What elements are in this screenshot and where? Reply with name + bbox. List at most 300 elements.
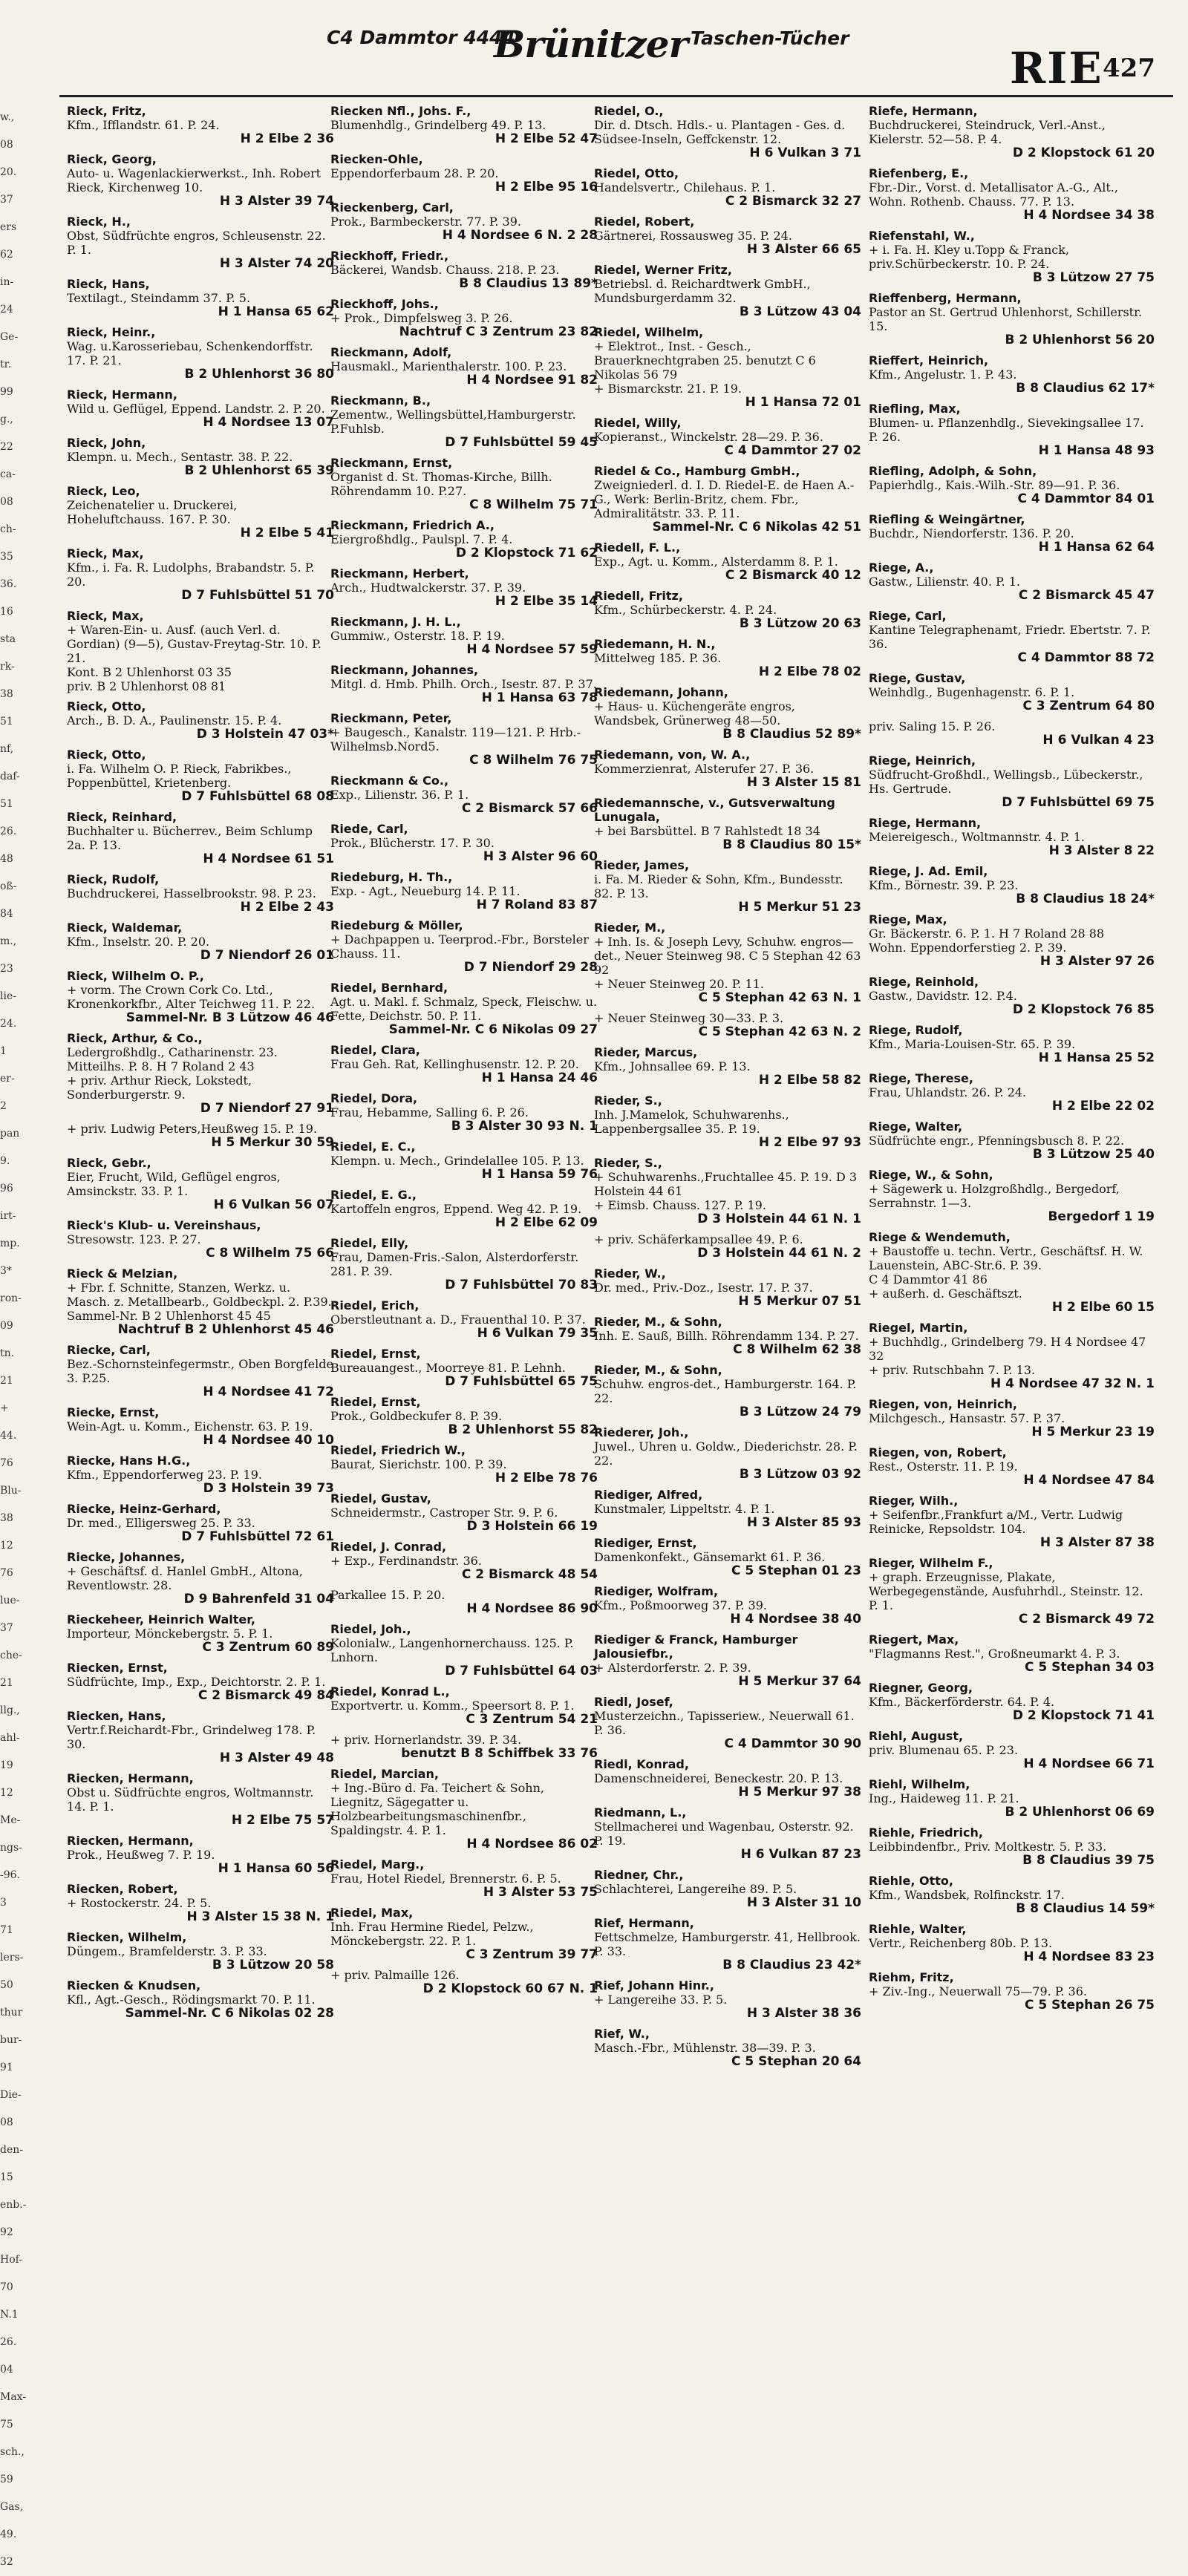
entry-details: [594, 935, 861, 991]
entry-name: Riehle, Walter,: [869, 1922, 967, 1936]
entry-details: [330, 1105, 598, 1119]
entry-name: Riege, Walter,: [869, 1119, 963, 1134]
entry-phone: H 2 Elbe 95 16: [495, 180, 598, 194]
gutter-fragment: 19: [0, 1759, 13, 1771]
gutter-fragment: 44.: [0, 1430, 17, 1442]
entry-details: [330, 1057, 598, 1071]
page-number: 427: [1103, 53, 1155, 83]
directory-entry: [594, 215, 861, 257]
entry-name: Rieck, Fritz,: [67, 104, 146, 118]
entry-phone: H 2 Elbe 62 09: [495, 1215, 598, 1230]
entry-detail-line: Papierhdlg., Kais.-Wilh.-Str. 89—91. P. 36.: [869, 478, 1120, 492]
entry-name: Riehm, Fritz,: [869, 1970, 954, 1984]
entry-phone: D 3 Holstein 44 61 N. 1: [697, 1212, 861, 1226]
entry-name: Riedel, Joh.,: [330, 1622, 411, 1636]
directory-entry: [67, 1031, 334, 1116]
directory-entry: [67, 1156, 334, 1212]
entry-phone: H 1 Hansa 48 93: [1038, 443, 1155, 458]
entry-phone: D 2 Klopstock 60 67 N. 1: [422, 1981, 598, 1996]
entry-name: Rieck, Hans,: [67, 277, 150, 291]
entry-name: Riehle, Otto,: [869, 1874, 953, 1888]
entry-name: Rieder, M., & Sohn,: [594, 1315, 722, 1329]
entry-name: Riediger & Franck, Hamburger Jalousiefbr.,: [594, 1632, 798, 1661]
entry-name: Riege, Hermann,: [869, 816, 982, 830]
entry-phone: C 4 Dammtor 84 01: [1017, 491, 1155, 506]
directory-entry: [869, 560, 1155, 603]
entry-name: Rieckmann, Peter,: [330, 711, 452, 725]
entry-phone: Nachtruf C 3 Zentrum 23 82: [399, 324, 598, 339]
directory-entry: [594, 921, 861, 1005]
entry-detail-line: + Neuer Steinweg 20. P. 11.: [594, 977, 764, 991]
entry-phone: H 4 Nordsee 57 59: [466, 642, 598, 657]
directory-entry: [594, 1045, 861, 1088]
directory-entry: [330, 566, 598, 609]
entry-phone: H 3 Alster 96 60: [483, 849, 598, 864]
entry-detail-line: Prok., Heußweg 7. P. 19.: [67, 1848, 215, 1862]
entry-detail-line: Zweigniederl. d. I. D. Riedel-E. de Haen A.-G., Werk: Berlin-Britz, chem. Fbr., Admiralitätstr. 33. P. 11.: [594, 478, 855, 520]
entry-detail-line: Südfrucht-Großhdl., Wellingsb., Lübeckerstr., Hs. Gertrude.: [869, 768, 1143, 796]
entry-phone: C 4 Dammtor 27 02: [724, 443, 861, 458]
entry-detail-line: Zeichenatelier u. Druckerei, Hoheluftchauss. 167. P. 30.: [67, 498, 238, 526]
directory-entry: [330, 1347, 598, 1389]
entry-name: Riedell, Fritz,: [594, 589, 683, 603]
advertisement-phone: C4 Dammtor 4444: [327, 27, 515, 48]
entry-phone: H 1 Hansa 60 56: [218, 1861, 334, 1876]
entry-details: [67, 498, 334, 526]
entry-detail-line: Weinhdlg., Bugenhagenstr. 6. P. 1.: [869, 685, 1075, 699]
entry-details: [330, 1871, 598, 1886]
entry-name: Riedel, Robert,: [594, 215, 695, 229]
entry-details: [594, 339, 861, 396]
entry-phone: H 4 Nordsee 47 84: [1023, 1473, 1155, 1488]
entry-detail-line: + Sägewerk u. Holzgroßhdlg., Bergedorf, Serrahnstr. 1—3.: [869, 1182, 1120, 1210]
entry-details: [330, 470, 598, 498]
directory-entry: [67, 1661, 334, 1703]
entry-detail-line: priv. B 2 Uhlenhorst 08 81: [67, 679, 226, 693]
entry-name: Riedel, Ernst,: [330, 1347, 421, 1361]
entry-phone: H 3 Alster 85 93: [746, 1515, 861, 1530]
gutter-fragment: ers: [0, 221, 17, 233]
entry-detail-line: Kolonialw., Langenhornerchauss. 125. P. Lnhorn.: [330, 1636, 574, 1664]
gutter-fragment: lers-: [0, 1952, 24, 1964]
directory-entry: [330, 663, 598, 705]
entry-details: [67, 1723, 334, 1751]
entry-phone: H 3 Alster 38 36: [746, 2006, 861, 2021]
entry-detail-line: Schlachterei, Langereihe 89. P. 5.: [594, 1882, 797, 1896]
directory-entry: [869, 1729, 1155, 1771]
entry-phone: H 4 Nordsee 13 07: [203, 415, 334, 430]
entry-details: [594, 1108, 861, 1136]
entry-details: [330, 1554, 598, 1568]
entry-detail-line: Dr. med., Priv.-Doz., Isestr. 17. P. 37.: [594, 1281, 813, 1295]
directory-entry: [330, 822, 598, 864]
entry-detail-line: Fettschmelze, Hamburgerstr. 41, Hellbrook. P. 33.: [594, 1930, 861, 1958]
gutter-fragment: ahl-: [0, 1732, 20, 1744]
advertisement-brand: Brünitzer: [494, 22, 688, 66]
entry-details: [869, 1695, 1155, 1709]
entry-phone: C 5 Stephan 42 63 N. 2: [698, 1024, 861, 1039]
entry-detail-line: Exp. - Agt., Neueburg 14. P. 11.: [330, 884, 520, 898]
gutter-fragment: 32: [0, 2556, 13, 2568]
entry-phone: D 3 Holstein 47 03*: [196, 727, 334, 742]
entry-name: Rieffert, Heinrich,: [869, 353, 989, 367]
entry-detail-line: + Alsterdorferstr. 2. P. 39.: [594, 1661, 751, 1675]
entry-name: Rieckmann & Co.,: [330, 774, 449, 788]
directory-entry: [67, 1771, 334, 1828]
entry-phone: C 2 Bismarck 49 72: [1018, 1612, 1155, 1627]
directory-entry: [67, 1930, 334, 1972]
entry-details: [67, 118, 334, 132]
entry-name: Rieder, S.,: [594, 1094, 662, 1108]
gutter-fragment: m.,: [0, 935, 17, 947]
directory-entry: [67, 484, 334, 540]
entry-details: [330, 1968, 598, 1982]
entry-detail-line: Masch.-Fbr., Mühlenstr. 38—39. P. 3.: [594, 2041, 816, 2055]
gutter-fragment: 71: [0, 1924, 13, 1936]
entry-name: Rieck, Hermann,: [67, 388, 177, 402]
entry-details: [67, 886, 334, 900]
gutter-fragment: mp.: [0, 1238, 20, 1249]
entry-phone: D 7 Niendorf 26 01: [200, 948, 334, 963]
entry-detail-line: priv. Saling 15. P. 26.: [869, 719, 996, 733]
entry-name: Rief, W.,: [594, 2027, 650, 2041]
entry-phone: D 7 Fuhlsbüttel 51 70: [181, 588, 334, 603]
gutter-fragment: 1: [0, 1045, 7, 1057]
entry-phone: H 6 Vulkan 79 35: [477, 1326, 598, 1341]
directory-entry: [869, 753, 1155, 810]
entry-details: [330, 1154, 598, 1168]
directory-entry: [330, 518, 598, 560]
entry-phone: B 2 Uhlenhorst 56 20: [1005, 333, 1155, 347]
directory-entry: [594, 748, 861, 790]
entry-details: [67, 1848, 334, 1862]
entry-detail-line: Obst, Südfrüchte engros, Schleusenstr. 22. P. 1.: [67, 229, 326, 257]
gutter-fragment: 24: [0, 304, 13, 316]
directory-entry: [869, 1556, 1155, 1627]
entry-detail-line: Damenschneiderei, Beneckestr. 20. P. 13.: [594, 1771, 843, 1785]
entry-detail-line: + Prok., Dimpfelsweg 3. P. 26.: [330, 311, 513, 325]
entry-detail-line: Kfm., Schürbeckerstr. 4. P. 24.: [594, 603, 777, 617]
gutter-fragment: 37: [0, 194, 13, 206]
entry-name: Rieck, Arthur, & Co.,: [67, 1031, 203, 1045]
entry-detail-line: Frau, Damen-Fris.-Salon, Alsterdorferstr. 281. P. 39.: [330, 1250, 579, 1278]
directory-entry: [330, 249, 598, 291]
entry-phone: B 8 Claudius 18 24*: [1016, 892, 1155, 906]
gutter-fragment: 51: [0, 798, 13, 810]
gutter-fragment: 12: [0, 1787, 13, 1799]
entry-detail-line: Ing., Haideweg 11. P. 21.: [869, 1791, 1019, 1805]
gutter-fragment: irt-: [0, 1210, 16, 1222]
entry-detail-line: + graph. Erzeugnisse, Plakate, Werbegegenstände, Ausfuhrhdl., Steinstr. 12. P. 1.: [869, 1570, 1143, 1612]
entry-details: [67, 1419, 334, 1434]
entry-name: Riedel, Werner Fritz,: [594, 263, 732, 277]
entry-detail-line: Exportvertr. u. Komm., Speersort 8. P. 1.: [330, 1699, 575, 1713]
gutter-fragment: w.,: [0, 111, 15, 123]
entry-detail-line: + außerh. d. Geschäftszt.: [869, 1287, 1022, 1301]
entry-name: Riedel, Friedrich W.,: [330, 1443, 466, 1457]
entry-name: Riedel, Ernst,: [330, 1395, 421, 1409]
entry-phone: H 3 Alster 74 20: [219, 256, 334, 271]
entry-name: Riedell, F. L.,: [594, 540, 681, 555]
entry-name: Rieckmann, Adolf,: [330, 345, 452, 359]
entry-phone: H 2 Elbe 97 93: [758, 1135, 861, 1150]
directory-entry: [869, 1632, 1155, 1675]
gutter-fragment: 09: [0, 1320, 13, 1332]
entry-details: [869, 575, 1155, 589]
gutter-fragment: 76: [0, 1457, 13, 1469]
entry-details: [67, 983, 334, 1011]
entry-detail-line: + Inh. Is. & Joseph Levy, Schuhw. engros—det., Neuer Steinweg 98. C 5 Stephan 42 63 92: [594, 935, 861, 977]
entry-phone: H 4 Nordsee 61 51: [203, 851, 334, 866]
entry-detail-line: + priv. Schäferkampsallee 49. P. 6.: [594, 1232, 803, 1246]
entry-name: Rieck, Heinr.,: [67, 325, 156, 339]
entry-name: Riecke, Heinz-Gerhard,: [67, 1502, 221, 1516]
entry-phone: B 3 Lützow 20 58: [212, 1958, 334, 1972]
directory-entry: [330, 1622, 598, 1678]
entry-phone: B 8 Claudius 80 15*: [722, 837, 861, 852]
entry-details: [67, 1785, 334, 1814]
entry-phone: H 2 Elbe 5 41: [240, 526, 334, 540]
gutter-fragment: tn.: [0, 1347, 15, 1359]
entry-detail-line: + Exp., Ferdinandstr. 36.: [330, 1554, 482, 1568]
directory-entry: [869, 104, 1155, 160]
entry-detail-line: Vertr.f.Reichardt-Fbr., Grindelweg 178. P. 30.: [67, 1723, 316, 1751]
entry-name: Riedeburg, H. Th.,: [330, 870, 453, 884]
directory-entry: [869, 1119, 1155, 1162]
directory-entry: [330, 1684, 598, 1727]
directory-entry: [594, 540, 861, 583]
entry-details: [594, 478, 861, 520]
entry-details: [330, 1457, 598, 1471]
directory-entry: [869, 1874, 1155, 1916]
entry-detail-line: + Geschäftsf. d. Hanlel GmbH., Altona, Reventlowstr. 28.: [67, 1564, 303, 1592]
directory-entry: [67, 1122, 334, 1150]
entry-name: Riedel, J. Conrad,: [330, 1540, 447, 1554]
entry-detail-line: Ledergroßhdlg., Catharinenstr. 23. Mitteilhs. P. 8. H 7 Roland 2 43: [67, 1045, 278, 1073]
entry-details: [330, 1781, 598, 1837]
directory-entry: [67, 1343, 334, 1399]
directory-entry: [594, 1363, 861, 1419]
entry-details: [67, 1675, 334, 1689]
entry-name: Riegen, von, Robert,: [869, 1445, 1007, 1459]
entry-detail-line: Organist d. St. Thomas-Kirche, Billh. Röhrendamm 10. P.27.: [330, 470, 552, 498]
entry-phone: H 4 Nordsee 86 02: [466, 1837, 598, 1851]
entry-phone: H 6 Vulkan 4 23: [1042, 733, 1155, 748]
entry-details: [330, 1733, 598, 1747]
entry-phone: H 2 Elbe 2 43: [240, 900, 334, 915]
entry-phone: B 8 Claudius 23 42*: [722, 1958, 861, 1972]
gutter-fragment: -96.: [0, 1869, 20, 1881]
entry-details: [594, 1882, 861, 1896]
entry-name: Rieckmann, Ernst,: [330, 456, 453, 470]
entry-name: Riedel & Co., Hamburg GmbH.,: [594, 464, 800, 478]
directory-entry: [869, 1494, 1155, 1550]
entry-phone: H 3 Alster 39 74: [219, 194, 334, 209]
entry-detail-line: Schuhw. engros-det., Hamburgerstr. 164. P. 22.: [594, 1377, 857, 1405]
entry-details: [67, 1564, 334, 1592]
directory-entry: [67, 152, 334, 209]
gutter-fragment: 35: [0, 551, 13, 563]
entry-name: Riecken & Knudsen,: [67, 1978, 201, 1993]
entry-details: [594, 1709, 861, 1737]
directory-entry: [67, 1454, 334, 1496]
entry-phone: D 7 Niendorf 27 91: [200, 1101, 334, 1116]
entry-phone: H 3 Alster 49 48: [219, 1750, 334, 1765]
entry-detail-line: + priv. Palmaille 126.: [330, 1968, 460, 1982]
entry-phone: C 5 Stephan 26 75: [1024, 1998, 1155, 2013]
entry-name: Riedel, Elly,: [330, 1236, 409, 1250]
gutter-fragment: sch.,: [0, 2446, 25, 2458]
gutter-fragment: ch-: [0, 523, 16, 535]
directory-entry: [330, 1540, 598, 1582]
entry-phone: C 2 Bismarck 32 27: [725, 194, 861, 209]
entry-name: Riedel, Marcian,: [330, 1767, 439, 1781]
entry-phone: benutzt B 8 Schiffbek 33 76: [401, 1746, 598, 1761]
directory-entry: [67, 609, 334, 693]
directory-entry: [67, 277, 334, 319]
entry-name: Rieck, H.,: [67, 215, 131, 229]
directory-entry: [330, 1140, 598, 1182]
directory-entry: [330, 1443, 598, 1485]
entry-phone: D 9 Bahrenfeld 31 04: [183, 1592, 334, 1606]
entry-name: Riefenberg, E.,: [869, 166, 969, 180]
entry-details: [67, 1896, 334, 1910]
page-header: [327, 22, 1173, 97]
directory-entry: [330, 1298, 598, 1341]
entry-phone: H 1 Hansa 62 64: [1038, 540, 1155, 555]
entry-details: [594, 603, 861, 617]
directory-entry: [869, 291, 1155, 347]
entry-details: [330, 408, 598, 436]
gutter-fragment: 70: [0, 2281, 13, 2293]
entry-name: Riege, Reinhold,: [869, 975, 979, 989]
entry-detail-line: Schneidermstr., Castroper Str. 9. P. 6.: [330, 1506, 558, 1520]
entry-details: [869, 989, 1155, 1003]
directory-entry: [67, 546, 334, 603]
directory-entry: [594, 796, 861, 852]
entry-phone: H 2 Elbe 75 57: [231, 1813, 334, 1828]
gutter-fragment: 48: [0, 853, 13, 865]
entry-detail-line: Kfl., Agt.-Gesch., Rödingsmarkt 70. P. 11.: [67, 1993, 316, 2007]
entry-phone: H 1 Hansa 25 52: [1038, 1050, 1155, 1065]
gutter-fragment: 12: [0, 1540, 13, 1552]
entry-detail-line: i. Fa. M. Rieder & Sohn, Kfm., Bundesstr. 82. P. 13.: [594, 872, 843, 900]
directory-entry: [594, 1232, 861, 1261]
directory-entry: [594, 1695, 861, 1751]
entry-details: [594, 180, 861, 194]
entry-name: Riegen, von, Heinrich,: [869, 1397, 1017, 1411]
entry-detail-line: Oberstleutnant a. D., Frauenthal 10. P. 37.: [330, 1312, 586, 1327]
directory-entry: [869, 912, 1155, 969]
directory-entry: [869, 1777, 1155, 1820]
entry-name: Riefe, Hermann,: [869, 104, 978, 118]
entry-name: Riedemannsche, v., Gutsverwaltung Lunugala,: [594, 796, 835, 824]
directory-entry: [67, 1502, 334, 1544]
entry-details: [869, 1182, 1155, 1210]
entry-details: [330, 1409, 598, 1423]
directory-entry: [869, 353, 1155, 396]
entry-phone: B 3 Lützow 20 63: [739, 616, 861, 631]
directory-entry: [869, 166, 1155, 223]
entry-phone: C 8 Wilhelm 76 75: [469, 753, 598, 768]
entry-details: [869, 416, 1155, 444]
entry-details: [67, 1468, 334, 1482]
directory-entry: [594, 858, 861, 915]
directory-entry: [67, 436, 334, 478]
gutter-fragment: N.1: [0, 2309, 19, 2321]
gutter-fragment: 23: [0, 963, 13, 975]
entry-details: [869, 367, 1155, 382]
entry-detail-line: "Flagmanns Rest.", Großneumarkt 4. P. 3.: [869, 1647, 1120, 1661]
entry-phone: H 2 Elbe 58 82: [758, 1073, 861, 1088]
entry-detail-line: Pastor an St. Gertrud Uhlenhorst, Schillerstr. 15.: [869, 305, 1143, 333]
gutter-fragment: che-: [0, 1650, 22, 1661]
entry-detail-line: Kfm., Maria-Louisen-Str. 65. P. 39.: [869, 1037, 1076, 1051]
entry-name: Rieder, James,: [594, 858, 690, 872]
entry-details: [67, 450, 334, 464]
directory-entry: [594, 1094, 861, 1150]
entry-name: Riege, Heinrich,: [869, 753, 976, 768]
directory-entry: [330, 1395, 598, 1437]
gutter-fragment: 21: [0, 1677, 13, 1689]
entry-detail-line: Bez.-Schornsteinfegermstr., Oben Borgfelde 3. P.25.: [67, 1357, 333, 1385]
entry-name: Rieck & Melzian,: [67, 1266, 178, 1281]
gutter-fragment: ngs-: [0, 1842, 22, 1854]
entry-phone: D 3 Holstein 39 73: [203, 1481, 334, 1496]
directory-entry: [594, 166, 861, 209]
entry-name: Riecken, Robert,: [67, 1882, 178, 1896]
entry-detail-line: Südfrüchte, Imp., Exp., Deichtorstr. 2. P. 1.: [67, 1675, 326, 1689]
entry-detail-line: Gummiw., Osterstr. 18. P. 19.: [330, 629, 505, 643]
entry-phone: D 2 Klopstock 61 20: [1012, 146, 1155, 160]
entry-details: [594, 430, 861, 444]
directory-entry: [594, 637, 861, 679]
entry-phone: B 3 Lützow 27 75: [1032, 270, 1155, 285]
entry-detail-line: Exp., Lilienstr. 36. P. 1.: [330, 788, 469, 802]
entry-details: [330, 725, 598, 753]
entry-phone: H 4 Nordsee 86 90: [466, 1601, 598, 1616]
gutter-fragment: 08: [0, 2116, 13, 2128]
entry-name: Riege, Carl,: [869, 609, 947, 623]
entry-name: Riefling, Max,: [869, 402, 961, 416]
directory-entry: [594, 1978, 861, 2021]
entry-phone: C 4 Dammtor 88 72: [1017, 650, 1155, 665]
entry-details: [67, 1627, 334, 1641]
entry-name: Riege, Rudolf,: [869, 1023, 963, 1037]
entry-name: Riedeburg & Möller,: [330, 918, 463, 932]
entry-details: [330, 263, 598, 277]
entry-phone: B 2 Uhlenhorst 55 82: [448, 1422, 598, 1437]
entry-name: Rieger, Wilhelm F.,: [869, 1556, 993, 1570]
column-2: [330, 104, 598, 1996]
entry-phone: B 8 Claudius 13 89*: [459, 276, 598, 291]
entry-details: [594, 1661, 861, 1675]
entry-details: [869, 926, 1155, 955]
entry-details: [594, 651, 861, 665]
directory-entry: [594, 1632, 861, 1689]
directory-entry: [869, 402, 1155, 458]
directory-entry: [67, 1834, 334, 1876]
entry-name: Riege, Gustav,: [869, 671, 966, 685]
entry-detail-line: Kantine Telegraphenamt, Friedr. Ebertstr. 7. P. 36.: [869, 623, 1151, 651]
entry-details: [330, 677, 598, 691]
entry-detail-line: Klempn. u. Mech., Sentastr. 38. P. 22.: [67, 450, 293, 464]
entry-detail-line: + Buchhdlg., Grindelberg 79. H 4 Nordsee 47 32: [869, 1335, 1146, 1363]
entry-details: [869, 1134, 1155, 1148]
directory-entry: [594, 464, 861, 535]
entry-phone: B 2 Uhlenhorst 06 69: [1005, 1805, 1155, 1820]
entry-name: Riedel, E. G.,: [330, 1188, 417, 1202]
